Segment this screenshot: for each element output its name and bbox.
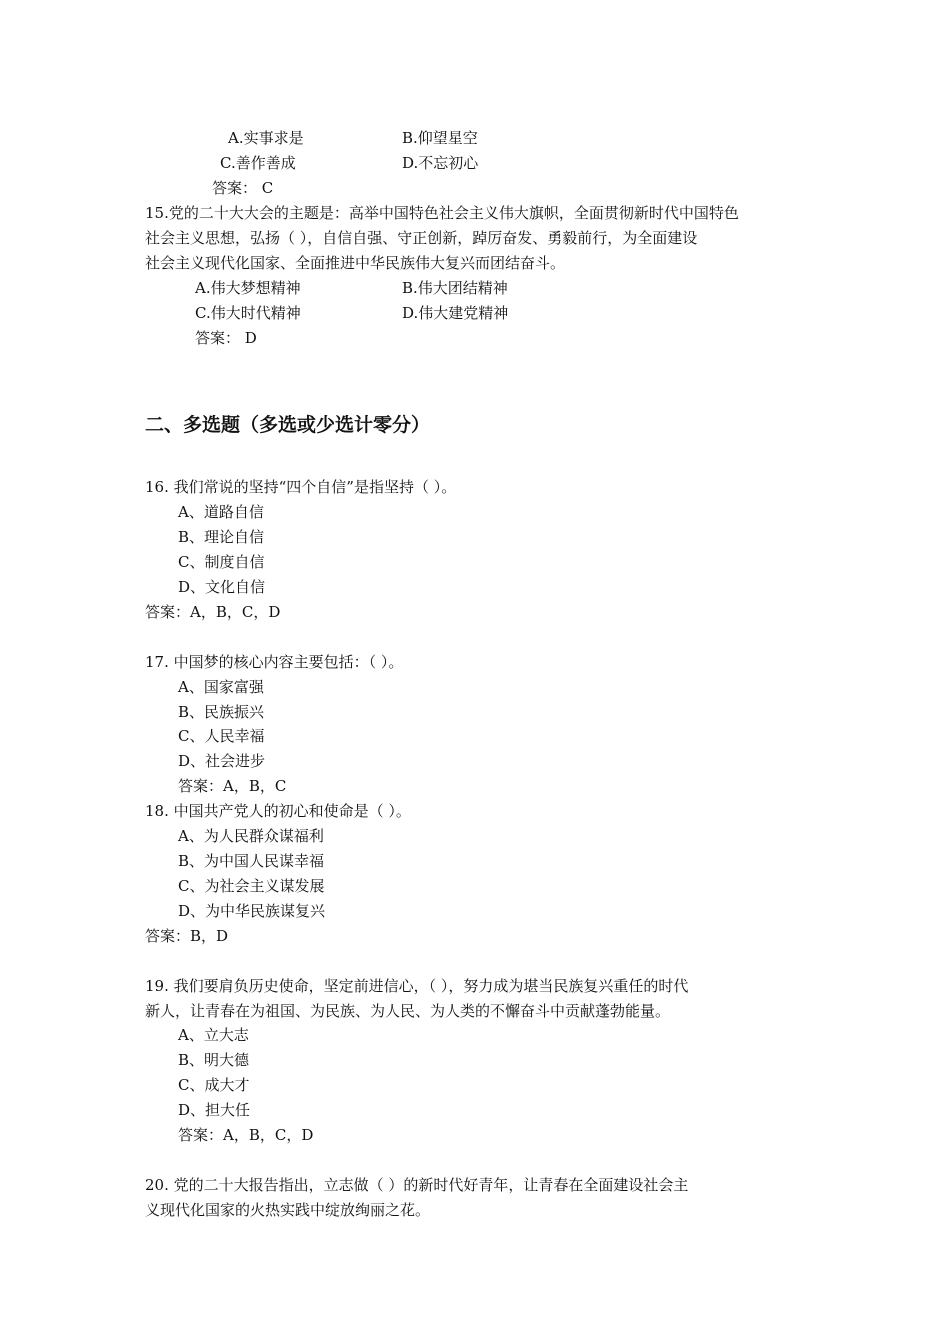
q18-option-d: D、为中华民族谋复兴 bbox=[178, 902, 326, 920]
q15-stem-line3: 社会主义现代化国家、全面推进中华民族伟大复兴而团结奋斗。 bbox=[145, 254, 566, 272]
q15-stem-line2: 社会主义思想，弘扬（ ），自信自强、守正创新，踔厉奋发、勇毅前行，为全面建设 bbox=[145, 229, 698, 247]
q14-option-a: A.实事求是 bbox=[228, 129, 304, 147]
q18-stem: 18. 中国共产党人的初心和使命是（ ）。 bbox=[145, 802, 411, 820]
q15-option-b: B.伟大团结精神 bbox=[402, 279, 508, 297]
q19-option-b: B、明大德 bbox=[178, 1051, 250, 1069]
q19-option-a: A、立大志 bbox=[178, 1026, 249, 1044]
q16-option-c: C、制度自信 bbox=[178, 553, 265, 571]
q15-option-a: A.伟大梦想精神 bbox=[195, 279, 301, 297]
q18-option-c: C、为社会主义谋发展 bbox=[178, 877, 325, 895]
q19-option-c: C、成大才 bbox=[178, 1076, 250, 1094]
q16-option-d: D、文化自信 bbox=[178, 578, 266, 596]
q17-stem: 17. 中国梦的核心内容主要包括：（ ）。 bbox=[145, 653, 404, 671]
q17-option-b: B、民族振兴 bbox=[178, 703, 265, 721]
q19-stem-line2: 新人，让青春在为祖国、为民族、为人民、为人类的不懈奋斗中贡献蓬勃能量。 bbox=[145, 1002, 671, 1020]
q17-option-c: C、人民幸福 bbox=[178, 727, 265, 745]
q20-stem-line2: 义现代化国家的火热实践中绽放绚丽之花。 bbox=[145, 1201, 431, 1219]
q19-answer: 答案：A，B，C，D bbox=[178, 1126, 314, 1144]
q19-stem-line1: 19. 我们要肩负历史使命，坚定前进信心，（ ），努力成为堪当民族复兴重任的时代 bbox=[145, 977, 689, 995]
q15-option-d: D.伟大建党精神 bbox=[402, 304, 509, 322]
q17-option-a: A、国家富强 bbox=[178, 678, 264, 696]
q19-option-d: D、担大任 bbox=[178, 1101, 251, 1119]
q16-stem: 16. 我们常说的坚持“四个自信”是指坚持（ ）。 bbox=[145, 478, 457, 496]
q16-answer: 答案：A，B，C，D bbox=[145, 603, 281, 621]
q15-option-c: C.伟大时代精神 bbox=[195, 304, 301, 322]
q14-answer: 答案： C bbox=[212, 179, 274, 197]
q17-answer: 答案：A，B，C bbox=[178, 777, 287, 795]
q14-option-b: B.仰望星空 bbox=[402, 129, 478, 147]
q18-answer: 答案：B，D bbox=[145, 927, 229, 945]
q18-option-a: A、为人民群众谋福利 bbox=[178, 827, 324, 845]
q15-answer: 答案： D bbox=[195, 329, 257, 347]
q16-option-b: B、理论自信 bbox=[178, 528, 265, 546]
q18-option-b: B、为中国人民谋幸福 bbox=[178, 852, 325, 870]
q14-option-d: D.不忘初心 bbox=[402, 154, 479, 172]
q16-option-a: A、道路自信 bbox=[178, 503, 264, 521]
q14-option-c: C.善作善成 bbox=[220, 154, 296, 172]
section-heading-multiple-choice: 二、多选题（多选或少选计零分） bbox=[145, 414, 431, 436]
q17-option-d: D、社会进步 bbox=[178, 752, 266, 770]
q15-stem-line1: 15.党的二十大大会的主题是：高举中国特色社会主义伟大旗帜，全面贯彻新时代中国特色 bbox=[145, 204, 739, 222]
q20-stem-line1: 20. 党的二十大报告指出，立志做（ ）的新时代好青年，让青春在全面建设社会主 bbox=[145, 1176, 689, 1194]
